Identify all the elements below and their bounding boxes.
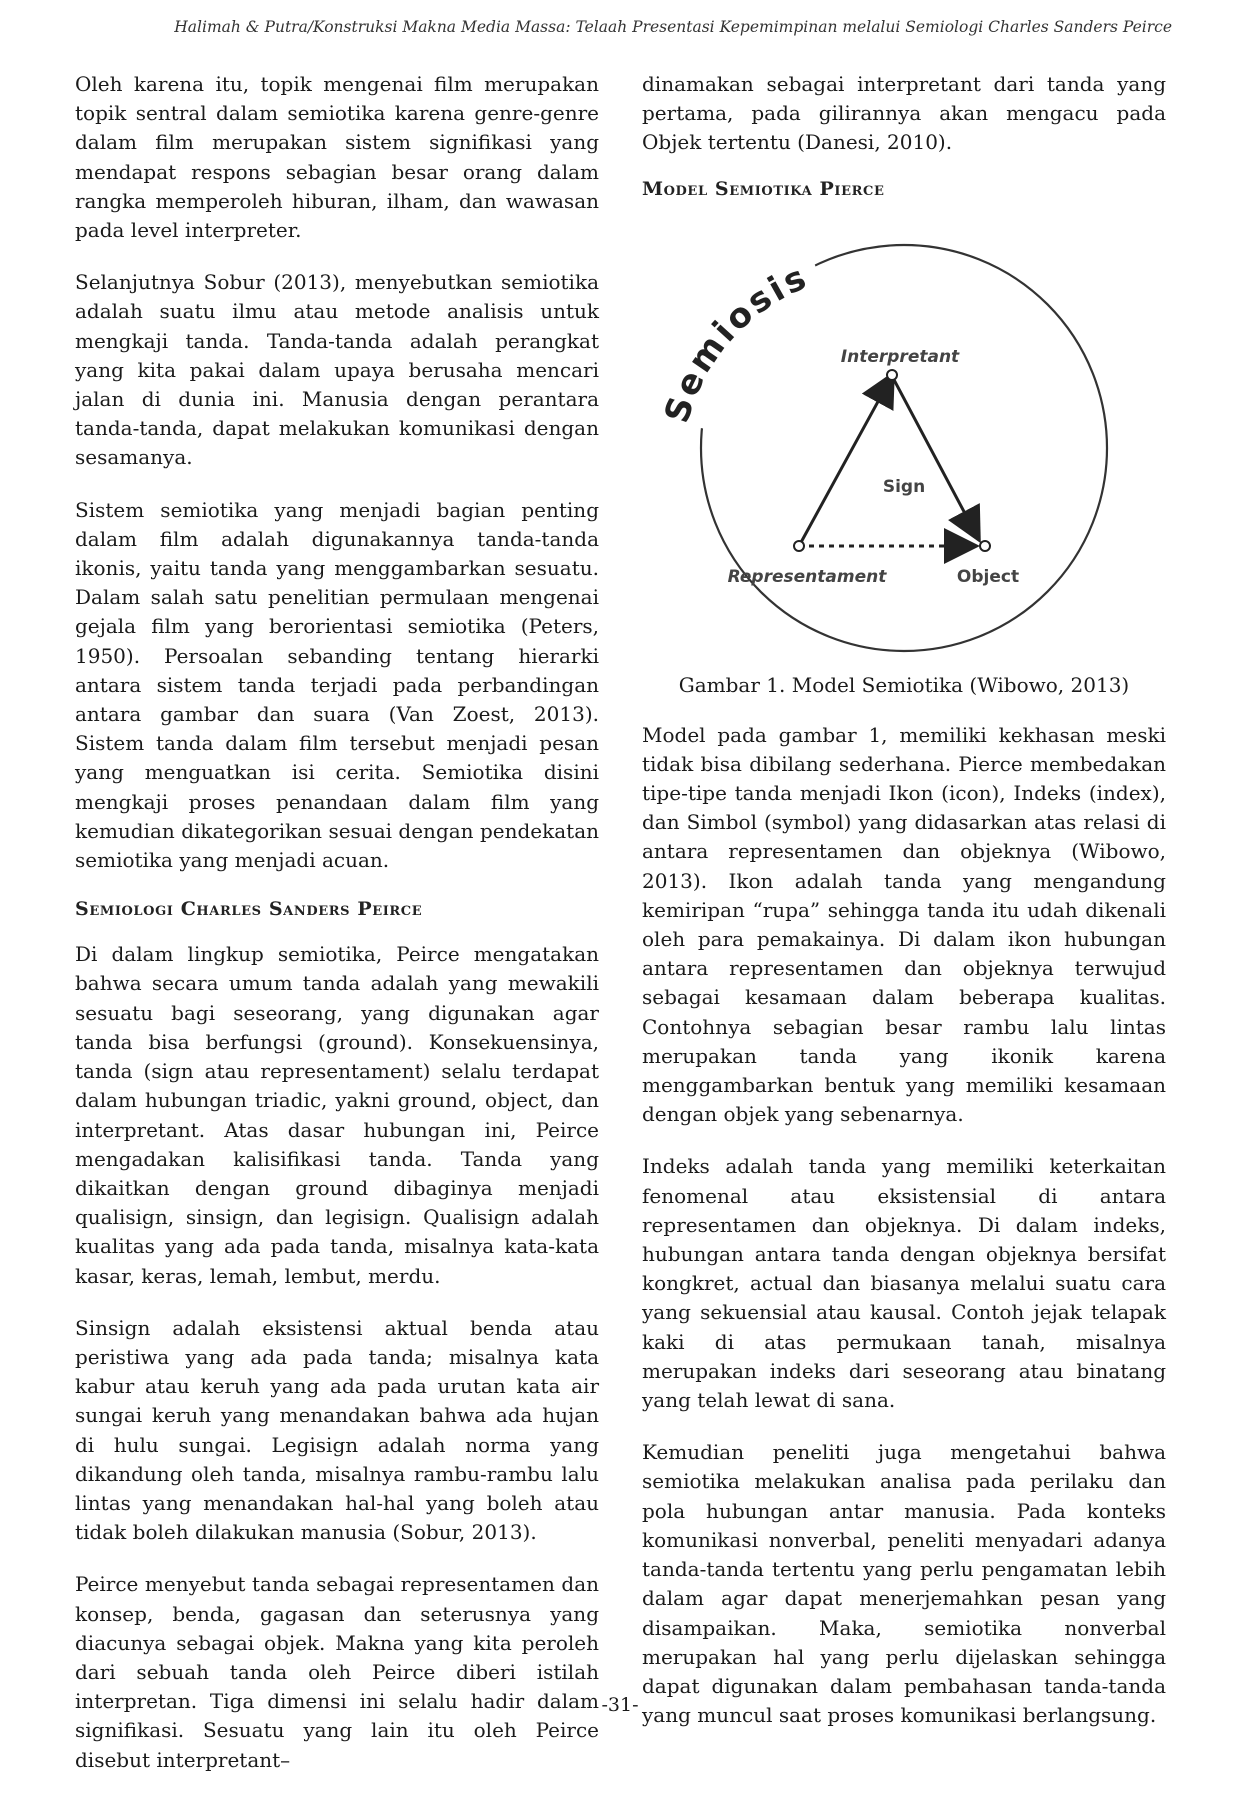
edge-representament-interpretant — [799, 376, 892, 546]
left-paragraph-3: Sistem semiotika yang menjadi bagian penting dalam film adalah digunakannya tanda-tanda ikonis, yaitu tanda yang menggambarkan sesuatu. Dalam salah satu penelitian permulaan mengenai gejala film yang berorientasi semiotika (Peters, 1950). Persoalan sebanding tentang hierarki antara sistem tanda terjadi pada perbandingan antara gambar dan suara (Van Zoest, 2013). Sistem tanda dalam film tersebut menjadi pesan yang menguatkan isi cerita. Semiotika disini mengkaji proses penandaan dalam film yang kemudian dikategorikan sesuai dengan pendekatan semiotika yang menjadi acuan. — [75, 497, 599, 873]
right-paragraph-1: dinamakan sebagai interpretant dari tanda yang pertama, pada gilirannya akan mengacu pada Objek tertentu (Danesi, 2010). — [642, 72, 1166, 155]
left-paragraph-5: Sinsign adalah eksistensi aktual benda atau peristiwa yang ada pada tanda; misalnya kata kabur atau keruh yang ada pada urutan kata air sungai keruh yang menandakan bahwa ada hujan di hulu sungai. Legisign adalah norma yang dikandung oleh tanda, misalnya rambu-rambu lalu lintas yang menandakan hal-hal yang boleh atau tidak boleh dilakukan manusia (Sobur, 2013). — [75, 1315, 599, 1545]
left-paragraph-1: Oleh karena itu, topik mengenai film merupakan topik sentral dalam semiotika karena genre-genre dalam film merupakan sistem signifikasi yang mendapat respons sebagian besar orang dalam rangka memperoleh hiburan, ilham, dan wawasan pada level interpreter. — [75, 72, 599, 243]
right-paragraph-3: Indeks adalah tanda yang memiliki keterkaitan fenomenal atau eksistensial di antara representamen dan objeknya. Di dalam indeks, hubungan antara tanda dengan objeknya bersifat kongkret, actual dan biasanya melalui suatu cara yang sekuensial atau kausal. Contoh jejak telapak kaki di atas permukaan tanah, misalnya merupakan indeks dari seseorang atau binatang yang telah lewat di sana. — [642, 1154, 1166, 1413]
vertex-representament — [794, 541, 804, 551]
edge-interpretant-object — [892, 376, 978, 538]
semiotic-model-figure — [642, 220, 1166, 665]
left-paragraph-6: Peirce menyebut tanda sebagai representamen dan konsep, benda, gagasan dan seterusnya yang diacunya sebagai objek. Makna yang kita peroleh dari sebuah tanda oleh Peirce diberi istilah interpretan. Tiga dimensi ini selalu hadir dalam signifikasi. Sesuatu yang lain itu oleh Peirce disebut interpretant– — [75, 1572, 599, 1772]
figure-caption: Gambar 1. Model Semiotika (Wibowo, 2013) — [678, 672, 1130, 697]
left-paragraph-4: Di dalam lingkup semiotika, Peirce mengatakan bahwa secara umum tanda adalah yang mewakili sesuatu bagi seseorang, yang digunakan agar tanda bisa berfungsi (ground). Konsekuensinya, tanda (sign atau representament) selalu terdapat dalam hubungan triadic, yakni ground, object, dan interpretant. Atas dasar hubungan ini, Peirce mengadakan kalisifikasi tanda. Tanda yang dikaitkan dengan ground dibaginya menjadi qualisign, sinsign, dan legisign. Qualisign adalah kualitas yang ada pada tanda, misalnya kata-kata kasar, keras, lemah, lembut, merdu. — [75, 942, 599, 1288]
left-column — [75, 70, 599, 1798]
vertex-object — [980, 541, 990, 551]
left-paragraph-2: Selanjutnya Sobur (2013), menyebutkan semiotika adalah suatu ilmu atau metode analisis untuk mengkaji tanda. Tanda-tanda adalah perangkat yang kita pakai dalam upaya berusaha mencari jalan di dunia ini. Manusia dengan perantara tanda-tanda, dapat melakukan komunikasi dengan sesamanya. — [75, 270, 599, 470]
object-label: Object — [956, 566, 1020, 587]
page-number: -31- — [601, 1694, 639, 1716]
right-paragraph-2: Model pada gambar 1, memiliki kekhasan meski tidak bisa dibilang sederhana. Pierce membedakan tipe-tipe tanda menjadi Ikon (icon), Indeks (index), dan Simbol (symbol) yang didasarkan atas relasi di antara representamen dan objeknya (Wibowo, 2013). Ikon adalah tanda yang mengandung kemiripan “rupa” sehingga tanda itu udah dikenali oleh para pemakainya. Di dalam ikon hubungan antara representamen dan objeknya terwujud sebagai kesamaan dalam beberapa kualitas. Contohnya sebagian besar rambu lalu lintas merupakan tanda yang ikonik karena menggambarkan bentuk yang memiliki kesamaan dengan objek yang sebenarnya. — [642, 722, 1166, 1127]
semiotic-triangle-diagram — [642, 220, 1166, 665]
right-paragraph-4: Kemudian peneliti juga mengetahui bahwa semiotika melakukan analisa pada perilaku dan pola hubungan antar manusia. Pada konteks komunikasi nonverbal, peneliti menyadari adanya tanda-tanda tertentu yang perlu pengamatan lebih dalam agar dapat menerjemahkan pesan yang disampaikan. Maka, semiotika nonverbal merupakan hal yang perlu dijelaskan sehingga dapat digunakan dalam pembahasan tanda-tanda yang muncul saat proses komunikasi berlangsung. — [642, 1440, 1166, 1728]
running-head: Halimah & Putra/Konstruksi Makna Media Massa: Telaah Presentasi Kepemimpinan melalui Semiologi Charles Sanders Peirce — [174, 18, 1172, 36]
sign-label: Sign — [882, 476, 926, 497]
interpretant-label: Interpretant — [840, 346, 960, 367]
representament-label: Representament — [727, 566, 887, 587]
section-heading-semiologi: Semiologi Charles Sanders Peirce — [75, 898, 423, 921]
semiosis-label: Semiosis — [656, 256, 815, 428]
right-column — [642, 70, 1166, 1753]
section-heading-model: Model Semiotika Pierce — [642, 177, 885, 200]
vertex-interpretant — [887, 370, 897, 380]
